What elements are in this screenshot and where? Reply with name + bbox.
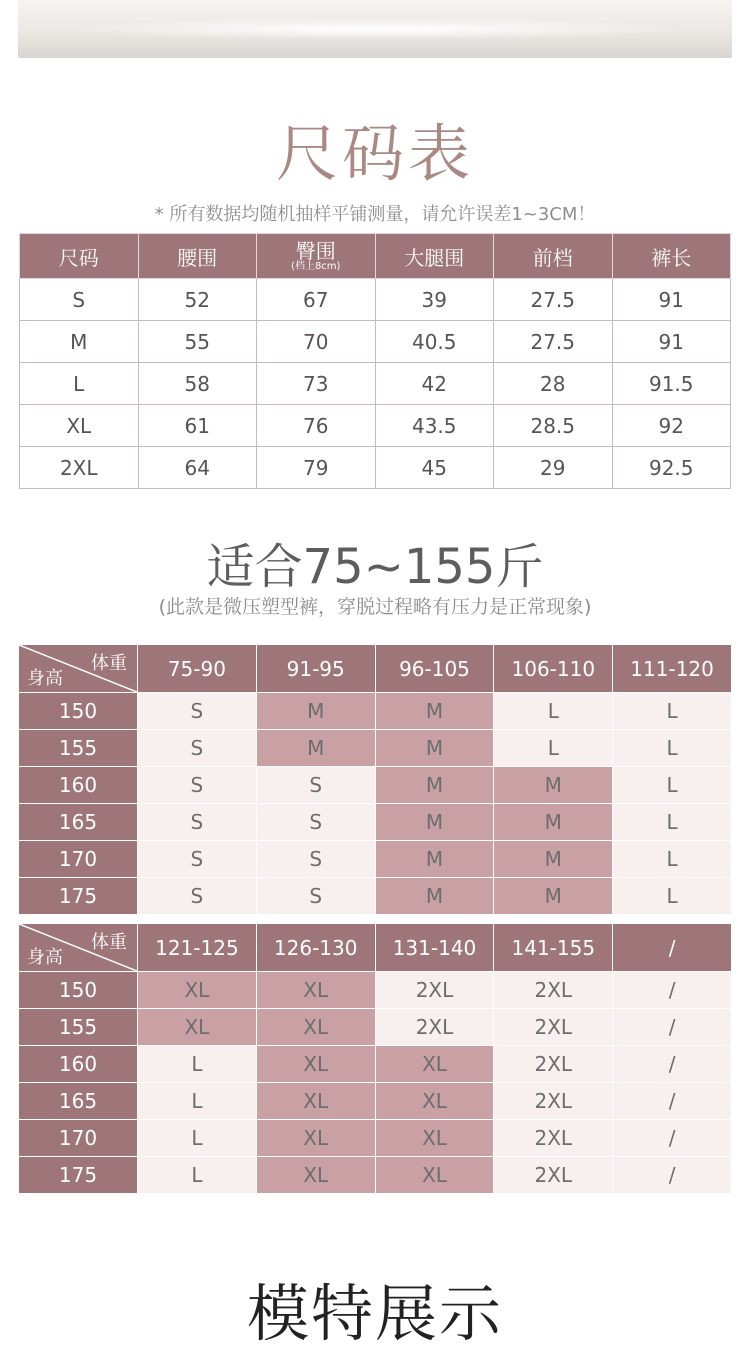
fit-note: (此款是微压塑型裤，穿脱过程略有压力是正常现象)	[158, 596, 592, 618]
height-row	[19, 841, 732, 878]
size-table-cell: M	[20, 321, 139, 363]
recommended-size-cell: M	[375, 730, 494, 767]
size-table-cell: 91	[612, 279, 731, 321]
recommended-size-cell: 2XL	[494, 1120, 613, 1157]
recommended-size-cell: XL	[256, 972, 375, 1009]
recommended-size-cell: M	[375, 767, 494, 804]
size-table-row	[20, 405, 731, 447]
height-value: 170	[19, 1120, 138, 1157]
size-recommendation-table-1	[18, 644, 732, 915]
size-recommendation-table-2	[18, 923, 732, 1194]
height-value: 175	[19, 1157, 138, 1194]
fit-range-title: 适合75~155斤	[206, 539, 544, 595]
weight-range-header: 141-155	[494, 924, 613, 972]
weight-label: 体重	[91, 932, 127, 953]
recommended-size-cell: 2XL	[375, 1009, 494, 1046]
size-table-row	[20, 321, 731, 363]
recommended-size-cell: XL	[375, 1083, 494, 1120]
size-table-cell: 39	[375, 279, 494, 321]
size-table-cell: 42	[375, 363, 494, 405]
height-row	[19, 1046, 732, 1083]
recommended-size-cell: M	[494, 804, 613, 841]
header-size: 尺码	[20, 234, 139, 279]
size-table-cell: 91	[612, 321, 731, 363]
size-table-cell: L	[20, 363, 139, 405]
product-photo-strip	[18, 0, 732, 58]
recommended-size-cell: /	[613, 1157, 732, 1194]
size-table-row	[20, 363, 731, 405]
recommended-size-cell: XL	[256, 1083, 375, 1120]
height-value: 155	[19, 730, 138, 767]
size-table-cell: 91.5	[612, 363, 731, 405]
size-table-cell: 52	[138, 279, 257, 321]
recommended-size-cell: S	[256, 767, 375, 804]
weight-range-header: 121-125	[138, 924, 257, 972]
recommended-size-cell: L	[494, 693, 613, 730]
recommended-size-cell: /	[613, 1083, 732, 1120]
weight-range-header: 75-90	[138, 645, 257, 693]
recommended-size-cell: 2XL	[494, 1083, 613, 1120]
height-row	[19, 730, 732, 767]
size-table-cell: S	[20, 279, 139, 321]
recommended-size-cell: S	[138, 730, 257, 767]
size-table-cell: 67	[257, 279, 376, 321]
recommended-size-cell: L	[138, 1046, 257, 1083]
header-thigh: 大腿围	[375, 234, 494, 279]
weight-range-header: 96-105	[375, 645, 494, 693]
header-waist: 腰围	[138, 234, 257, 279]
size-table-cell: 40.5	[375, 321, 494, 363]
header-length: 裤长	[612, 234, 731, 279]
size-table	[19, 233, 731, 489]
size-table-cell: 28.5	[494, 405, 613, 447]
recommended-size-cell: XL	[375, 1157, 494, 1194]
recommended-size-cell: S	[138, 878, 257, 915]
size-table-cell: 92	[612, 405, 731, 447]
weight-range-header: /	[613, 924, 732, 972]
height-value: 160	[19, 767, 138, 804]
height-row	[19, 1009, 732, 1046]
height-row	[19, 693, 732, 730]
header-hip-label: 臀围	[295, 239, 336, 263]
height-weight-corner	[19, 645, 138, 693]
recommended-size-cell: S	[138, 767, 257, 804]
recommended-size-cell: XL	[375, 1120, 494, 1157]
size-table-cell: 27.5	[494, 279, 613, 321]
size-chart-title: 尺码表	[275, 117, 474, 190]
height-value: 175	[19, 878, 138, 915]
recommended-size-cell: L	[613, 767, 732, 804]
recommended-size-cell: XL	[256, 1009, 375, 1046]
height-row	[19, 878, 732, 915]
weight-range-header: 106-110	[494, 645, 613, 693]
size-table-cell: 92.5	[612, 447, 731, 489]
recommended-size-cell: L	[613, 841, 732, 878]
recommended-size-cell: XL	[256, 1120, 375, 1157]
recommended-size-cell: M	[375, 878, 494, 915]
recommended-size-cell: 2XL	[494, 1009, 613, 1046]
header-hip	[257, 234, 376, 279]
size-table-cell: 43.5	[375, 405, 494, 447]
height-label: 身高	[27, 668, 63, 689]
recommended-size-cell: L	[613, 693, 732, 730]
size-table-cell: 79	[257, 447, 376, 489]
height-value: 150	[19, 972, 138, 1009]
recommended-size-cell: M	[375, 841, 494, 878]
recommended-size-cell: L	[138, 1083, 257, 1120]
size-table-cell: 27.5	[494, 321, 613, 363]
height-weight-corner	[19, 924, 138, 972]
recommended-size-cell: /	[613, 1046, 732, 1083]
size-table-cell: 61	[138, 405, 257, 447]
recommended-size-cell: M	[494, 841, 613, 878]
recommended-size-cell: /	[613, 1009, 732, 1046]
height-label: 身高	[27, 947, 63, 968]
recommended-size-cell: S	[256, 804, 375, 841]
recommended-size-cell: S	[256, 878, 375, 915]
size-table-cell: 28	[494, 363, 613, 405]
height-row	[19, 1083, 732, 1120]
weight-range-header: 126-130	[256, 924, 375, 972]
height-value: 165	[19, 804, 138, 841]
weight-range-header: 91-95	[256, 645, 375, 693]
recommended-size-cell: 2XL	[494, 972, 613, 1009]
height-value: 165	[19, 1083, 138, 1120]
recommended-size-cell: L	[613, 730, 732, 767]
recommended-size-cell: 2XL	[494, 1046, 613, 1083]
recommended-size-cell: S	[138, 804, 257, 841]
weight-range-header: 111-120	[613, 645, 732, 693]
height-row	[19, 1120, 732, 1157]
height-row	[19, 1157, 732, 1194]
size-table-row	[20, 279, 731, 321]
size-table-cell: 45	[375, 447, 494, 489]
height-value: 170	[19, 841, 138, 878]
recommended-size-cell: M	[256, 693, 375, 730]
model-showcase-title: 模特展示	[246, 1277, 503, 1350]
recommended-size-cell: XL	[138, 1009, 257, 1046]
height-row	[19, 972, 732, 1009]
size-table-cell: 73	[257, 363, 376, 405]
recommended-size-cell: /	[613, 972, 732, 1009]
weight-header-row	[19, 645, 732, 693]
recommended-size-cell: M	[375, 693, 494, 730]
weight-header-row	[19, 924, 732, 972]
size-table-cell: 2XL	[20, 447, 139, 489]
size-table-cell: 76	[257, 405, 376, 447]
recommended-size-cell: S	[256, 841, 375, 878]
size-table-cell: XL	[20, 405, 139, 447]
height-value: 160	[19, 1046, 138, 1083]
header-rise: 前档	[494, 234, 613, 279]
header-hip-sublabel: (档上8cm)	[291, 261, 341, 272]
recommended-size-cell: 2XL	[375, 972, 494, 1009]
recommended-size-cell: S	[138, 841, 257, 878]
recommended-size-cell: M	[256, 730, 375, 767]
size-table-header-row	[20, 234, 731, 279]
recommended-size-cell: XL	[375, 1046, 494, 1083]
recommended-size-cell: 2XL	[494, 1157, 613, 1194]
recommended-size-cell: L	[613, 878, 732, 915]
height-value: 155	[19, 1009, 138, 1046]
recommended-size-cell: XL	[138, 972, 257, 1009]
recommended-size-cell: M	[494, 878, 613, 915]
recommended-size-cell: XL	[256, 1046, 375, 1083]
recommended-size-cell: M	[494, 767, 613, 804]
recommended-size-cell: L	[138, 1120, 257, 1157]
recommended-size-cell: /	[613, 1120, 732, 1157]
size-table-cell: 70	[257, 321, 376, 363]
weight-label: 体重	[91, 653, 127, 674]
size-table-row	[20, 447, 731, 489]
measurement-note: * 所有数据均随机抽样平铺测量，请允许误差1~3CM！	[154, 204, 596, 225]
height-value: 150	[19, 693, 138, 730]
recommended-size-cell: XL	[256, 1157, 375, 1194]
height-row	[19, 804, 732, 841]
recommended-size-cell: S	[138, 693, 257, 730]
weight-range-header: 131-140	[375, 924, 494, 972]
recommended-size-cell: M	[375, 804, 494, 841]
recommended-size-cell: L	[138, 1157, 257, 1194]
recommended-size-cell: L	[613, 804, 732, 841]
size-table-cell: 58	[138, 363, 257, 405]
size-table-cell: 55	[138, 321, 257, 363]
size-table-cell: 29	[494, 447, 613, 489]
recommended-size-cell: L	[494, 730, 613, 767]
size-table-cell: 64	[138, 447, 257, 489]
height-row	[19, 767, 732, 804]
